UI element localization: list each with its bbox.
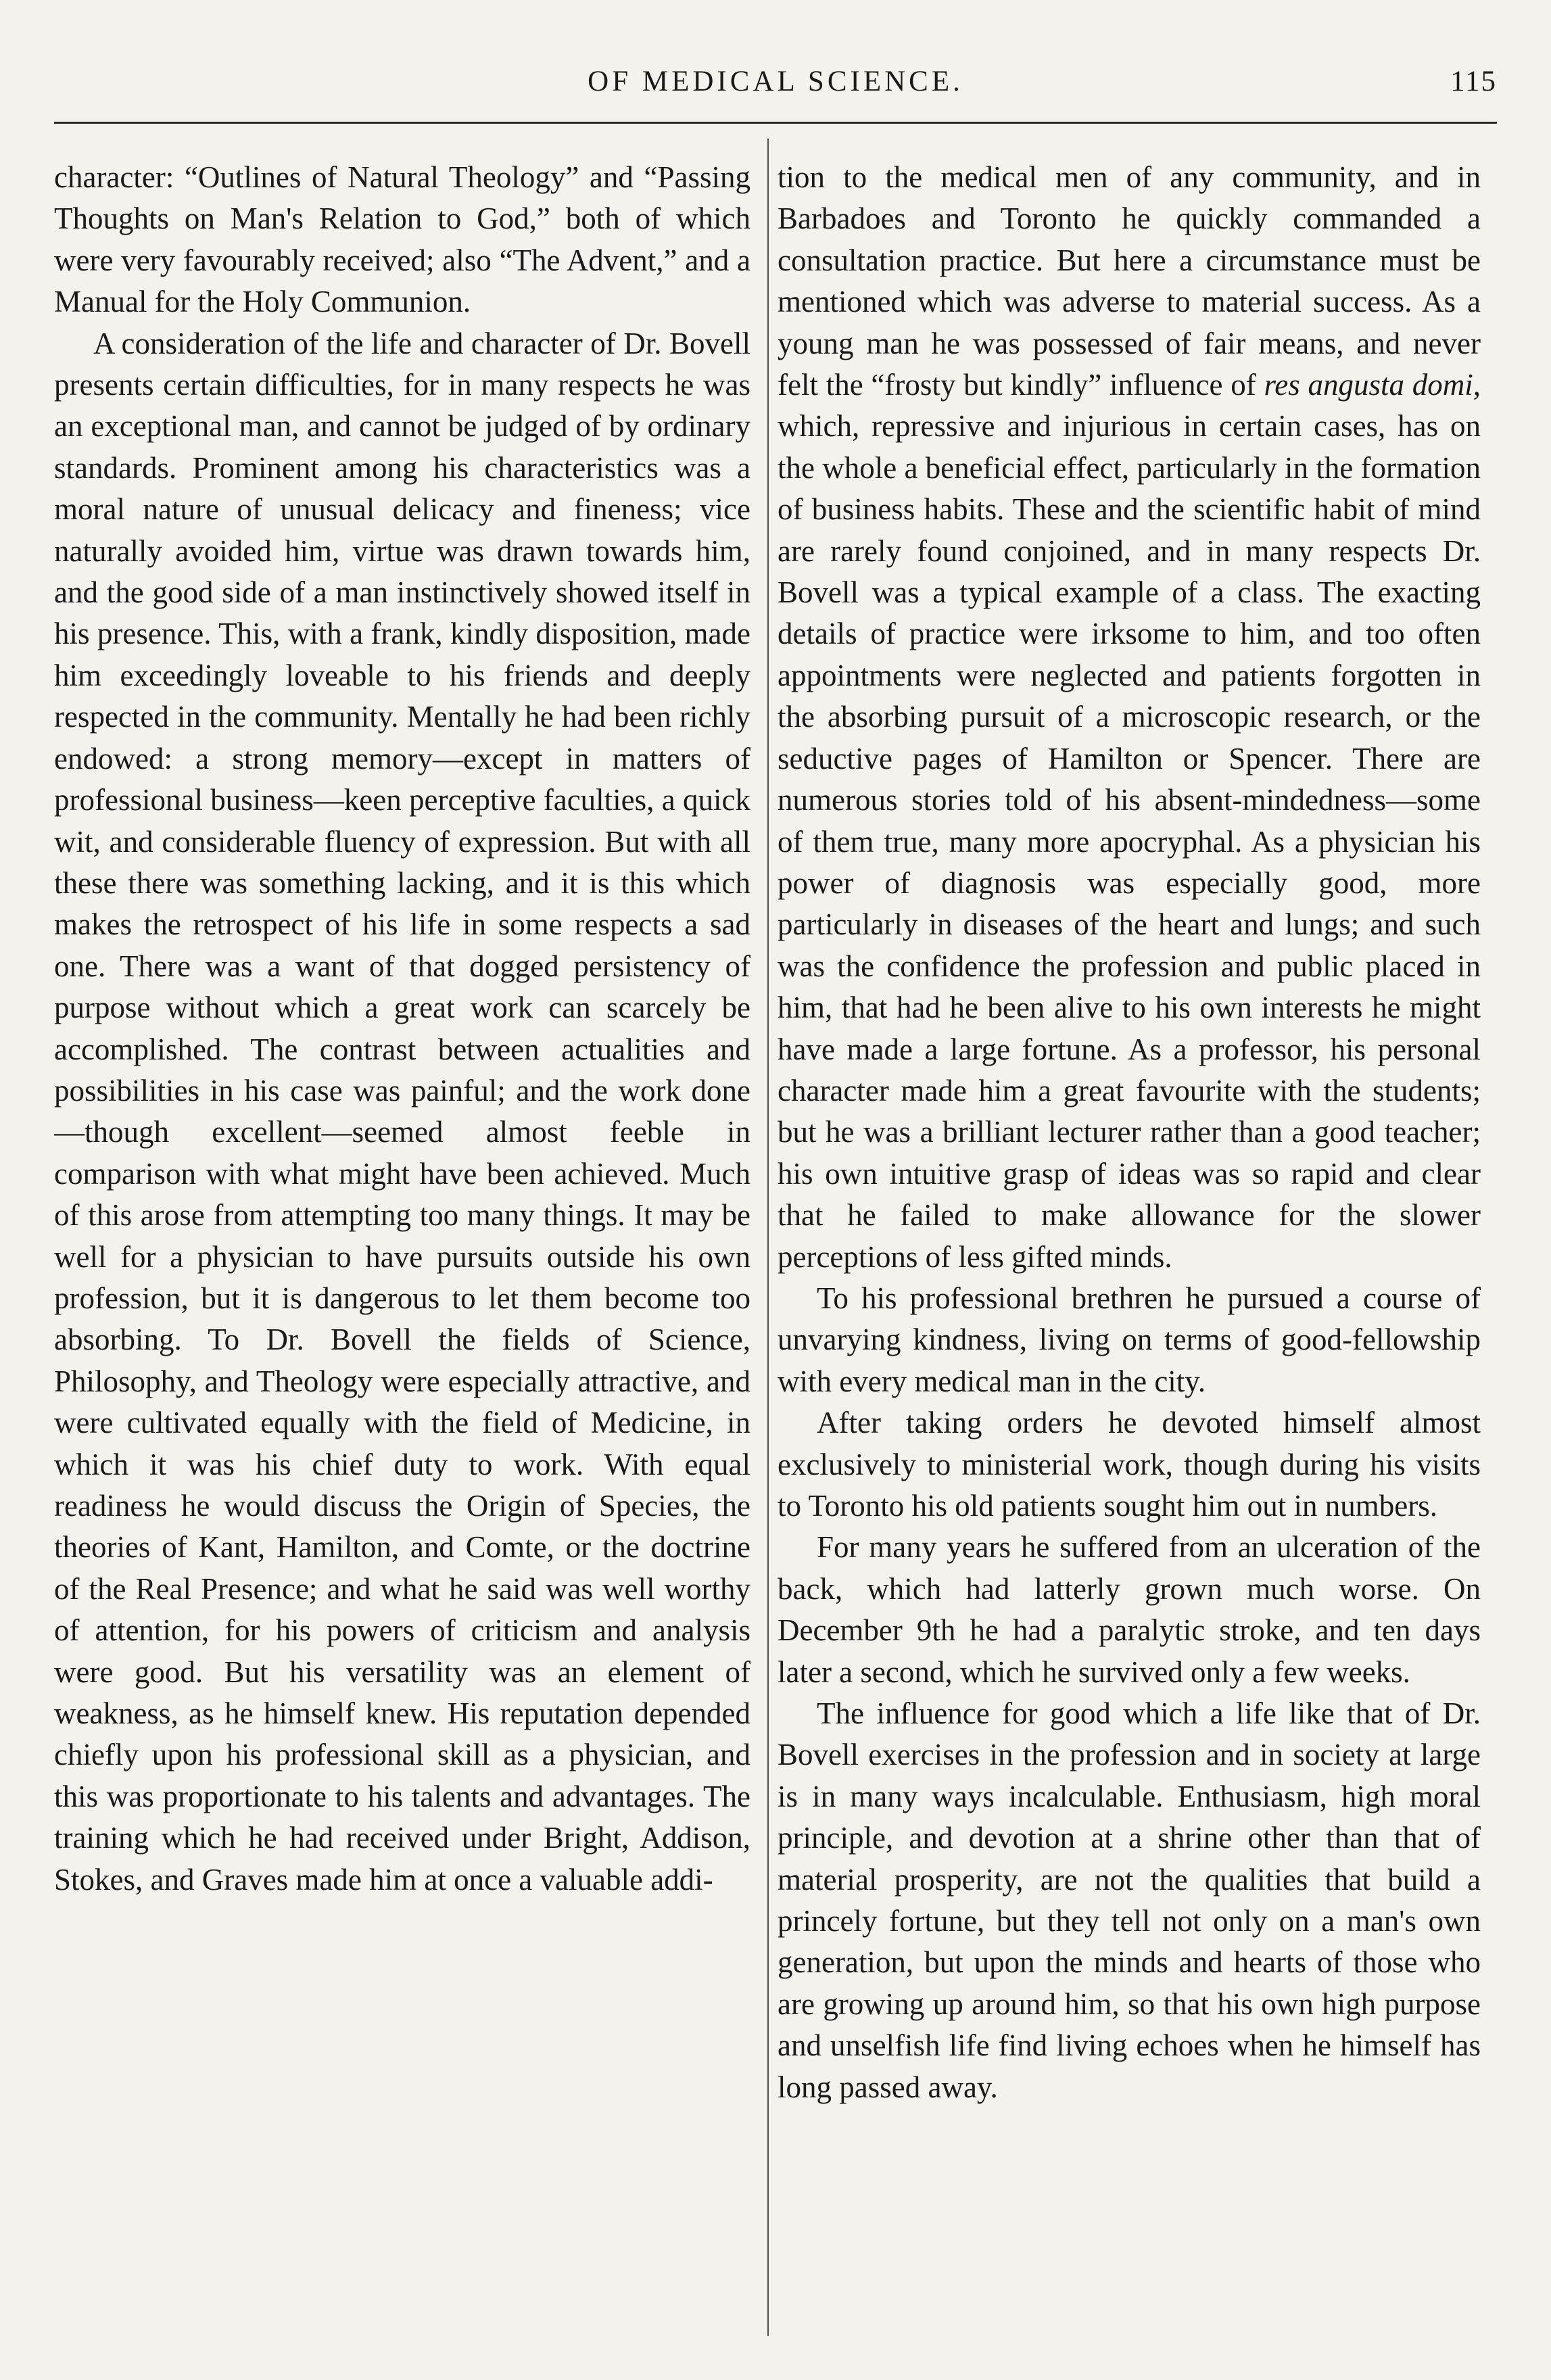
running-head	[54, 65, 1497, 114]
right-paragraph-1	[778, 157, 1481, 1278]
left-paragraph-1: character: “Outlines of Natural Theology” and “Passing Thoughts on Man's Relation to God,” both of which were very favourably received; also “The Advent,” and a Manual for the Holy Communion.	[54, 160, 750, 319]
running-title: OF MEDICAL SCIENCE.	[588, 66, 963, 97]
right-paragraph-1-text-b: which, repressive and injurious in certain cases, has on the whole a beneficial effect, particularly in the formation of business habits. These and the scientific habit of mind are rarely found conjoined, and in many respects Dr. Bovell was a typical example of a class. The exacting details of practice were irksome to him, and too often appointments were neglected and patients forgotten in the absorbing pursuit of a microscopic research, or the seductive pages of Hamilton or Spencer. There are numerous stories told of his absent-mindedness—some of them true, many more apocryphal. As a physician his power of diagnosis was especially good, more particularly in diseases of the heart and lungs; and such was the confidence the profession and public placed in him, that had he been alive to his own interests he might have made a large fortune. As a professor, his personal character made him a great favourite with the students; but he was a brilliant lecturer rather than a good teacher; his own intuitive grasp of ideas was so rapid and clear that he failed to make allowance for the slower perceptions of less gifted minds.	[778, 409, 1481, 1274]
right-column	[778, 157, 1481, 2354]
right-paragraph-5: The influence for good which a life like that of Dr. Bovell exercises in the profession and in society at large is in many ways incalculable. Enthusiasm, high moral principle, and devotion at a shrine other than that of material prosperity, are not the qualities that build a princely fortune, but they tell not only on a man's own generation, but upon the minds and hearts of those who are growing up around him, so that his own high purpose and unselfish life find living echoes when he himself has long passed away.	[778, 1696, 1481, 2104]
header-rule	[54, 122, 1497, 124]
right-paragraph-4: For many years he suffered from an ulceration of the back, which had latterly grown much worse. On December 9th he had a paralytic stroke, and ten days later a second, which he survived only a few weeks.	[778, 1530, 1481, 1689]
right-paragraph-2: To his professional brethren he pursued a course of unvarying kindness, living on terms of good-fellowship with every medical man in the city.	[778, 1281, 1481, 1398]
right-paragraph-1-text-a: tion to the medical men of any community, and in Barbadoes and Toronto he quickly commanded a consultation practice. But here a circumstance must be mentioned which was adverse to material success. As a young man he was possessed of fair means, and never felt the “frosty but kindly” influence of	[778, 160, 1481, 402]
page-number: 115	[1450, 66, 1497, 97]
left-column	[54, 157, 750, 2354]
right-paragraph-3: After taking orders he devoted himself almost exclusively to ministerial work, though during his visits to Toronto his old patients sought him out in numbers.	[778, 1406, 1481, 1523]
left-paragraph-2: A consideration of the life and character of Dr. Bovell presents certain difficulties, for in many respects he was an exceptional man, and cannot be judged of by ordinary standards. Prominent among his characteristics was a moral nature of unusual delicacy and fineness; vice naturally avoided him, virtue was drawn towards him, and the good side of a man instinctively showed itself in his presence. This, with a frank, kindly disposition, made him exceedingly loveable to his friends and deeply respected in the community. Mentally he had been richly endowed: a strong memory—except in matters of professional business—keen perceptive faculties, a quick wit, and considerable fluency of expression. But with all these there was something lacking, and it is this which makes the retrospect of his life in some respects a sad one. There was a want of that dogged persistency of purpose without which a great work can scarcely be accomplished. The contrast between actualities and possibilities in his case was painful; and the work done—though excellent—seemed almost feeble in comparison with what might have been achieved. Much of this arose from attempting too many things. It may be well for a physician to have pursuits outside his own profession, but it is dangerous to let them become too absorbing. To Dr. Bovell the fields of Science, Philosophy, and Theology were especially attractive, and were cultivated equally with the field of Medicine, in which it was his chief duty to work. With equal readiness he would discuss the Origin of Species, the theories of Kant, Hamilton, and Comte, or the doctrine of the Real Presence; and what he said was well worthy of attention, for his powers of criticism and analysis were good. But his versatility was an element of weakness, as he himself knew. His reputation depended chiefly upon his professional skill as a physician, and this was proportionate to his talents and advantages. The training which he had received under Bright, Addison, Stokes, and Graves made him at once a valuable addi-	[54, 326, 750, 1897]
column-divider	[767, 139, 769, 2336]
latin-phrase: res angusta domi,	[1264, 368, 1481, 402]
